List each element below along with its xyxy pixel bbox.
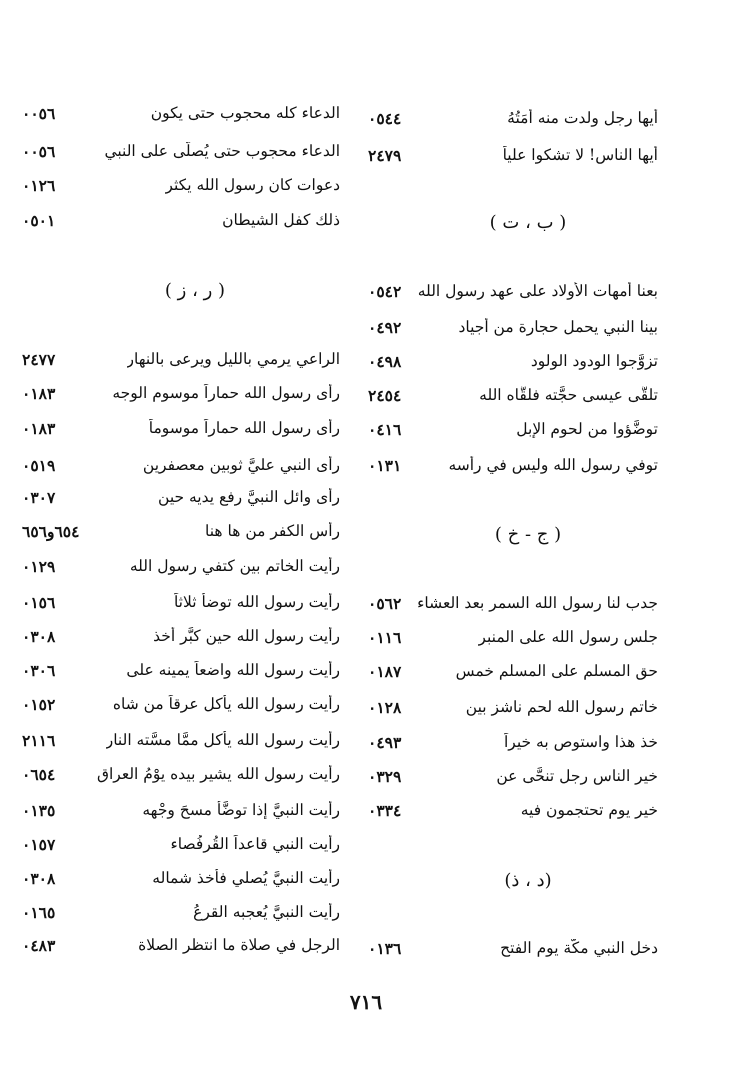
list-item: [22, 170, 340, 200]
entry-number: ٠٣٠٦: [22, 660, 56, 680]
entry-number: ٠٠٥٦: [22, 141, 56, 161]
list-item: [22, 829, 340, 859]
entry-number: ٠٠٥٦: [22, 103, 56, 123]
entry-number: ٠١٥٦: [22, 592, 56, 612]
entry-text: رأى وائل النبيَّ رفع يديه حين: [158, 488, 340, 506]
entry-text: رأيت رسول الله توضأ ثلاثاً: [173, 593, 340, 611]
entry-text: خذ هذا واستوص به خيراً: [504, 733, 658, 751]
entry-number: ٢٤٧٩: [368, 145, 402, 165]
entry-text: رأى رسول الله حماراً موسوماً: [148, 419, 340, 437]
entry-number: ٠١٥٢: [22, 694, 56, 714]
entry-number: ٠٥١٩: [22, 455, 56, 475]
entry-text: الرجل في صلاة ما انتظر الصلاة: [138, 936, 340, 954]
section-heading: ( ر ، ز ): [164, 280, 226, 301]
list-item: [22, 516, 340, 546]
entry-text: دخل النبي مكَّة يوم الفتح: [500, 939, 658, 957]
list-item: [368, 588, 658, 618]
list-item: [22, 98, 340, 128]
entry-text: خير يوم تحتجمون فيه: [520, 801, 658, 819]
entry-number: ٠٤٨٣: [22, 935, 56, 955]
entry-number: ٠١٥٧: [22, 834, 56, 854]
right-column: [368, 0, 658, 1000]
left-column: [22, 0, 340, 1000]
entry-number: ٠١٣١: [368, 455, 402, 475]
entry-number: ٠٣٢٩: [368, 766, 402, 786]
entry-text: ذلك كفل الشيطان: [222, 211, 340, 229]
list-item: [22, 863, 340, 893]
entry-text: رأيت رسول الله حين كبَّر أخذ: [153, 627, 340, 645]
entry-text: جلس رسول الله على المنبر: [478, 628, 658, 646]
entry-text: الدعاء كله محجوب حتى يكون: [150, 104, 340, 122]
entry-number: ٠٣٠٧: [22, 487, 56, 507]
entry-number: ٠٥٤٢: [368, 281, 402, 301]
list-item: [368, 656, 658, 686]
list-item: [368, 103, 658, 133]
entry-text: أيها الناس! لا تشكوا علياً: [502, 146, 658, 164]
entry-text: رأيت النبيَّ إذا توضَّأ مسحَ وجْهه: [142, 801, 340, 819]
entry-number: ٠١٣٥: [22, 800, 56, 820]
entry-number: ٠٤٩٨: [368, 351, 402, 371]
list-item: [368, 727, 658, 757]
entry-text: رأيت رسول الله واضعاً يمينه على: [126, 661, 340, 679]
entry-number: ٠٤٩٢: [368, 317, 402, 337]
entry-number: ٠٦٥٤: [22, 764, 56, 784]
entry-text: خاتم رسول الله لحم ناشز بين: [465, 698, 658, 716]
entry-number: ٠٣٠٨: [22, 868, 56, 888]
entry-text: رأيت النبي قاعداً القُرفُصاء: [170, 835, 340, 853]
list-item: [368, 312, 658, 342]
list-item: [368, 140, 658, 170]
entry-text: حق المسلم على المسلم خمس: [455, 662, 658, 680]
entry-text: بعنا أمهات الأولاد على عهد رسول الله: [417, 282, 658, 300]
list-item: [368, 795, 658, 825]
entry-text: رأيت النبيَّ يُعجبه القرعُ: [193, 903, 340, 921]
entry-text: توفي رسول الله وليس في رأسه: [448, 456, 658, 474]
list-item: [22, 482, 340, 512]
list-item: [22, 587, 340, 617]
page-number: ٧١٦: [349, 990, 383, 1014]
list-item: [22, 378, 340, 408]
entry-text: رأيت رسول الله يأكل ممَّا مسَّته النار: [105, 731, 340, 749]
entry-number: ٠٥٦٢: [368, 593, 402, 613]
entry-number: ٠١١٦: [368, 627, 402, 647]
entry-number: ٠١٨٧: [368, 661, 402, 681]
list-item: [22, 725, 340, 755]
entry-text: توضَّؤوا من لحوم الإبل: [516, 420, 658, 438]
entry-number: ٢٤٧٧: [22, 349, 56, 369]
entry-number: ٢٤٥٤: [368, 385, 402, 405]
list-item: [368, 761, 658, 791]
entry-number: ٠٣٣٤: [368, 800, 402, 820]
entry-number: ٠١٨٣: [22, 383, 56, 403]
list-item: [368, 692, 658, 722]
entry-number: ٠٥٠١: [22, 210, 56, 230]
entry-text: رأيت الخاتم بين كتفي رسول الله: [129, 557, 340, 575]
list-item: [22, 205, 340, 235]
list-item: [368, 276, 658, 306]
list-item: [368, 933, 658, 963]
entry-number: ٢١١٦: [22, 730, 56, 750]
list-item: [22, 795, 340, 825]
entry-number: ٦٥٤و٦٥٦: [22, 521, 80, 541]
entry-text: رأيت رسول الله يشير بيده يوْمُ العراق: [96, 765, 340, 783]
list-item: [22, 551, 340, 581]
list-item: [368, 450, 658, 480]
list-item: [22, 897, 340, 927]
entry-text: تلقَّى عيسى حجَّته فلقَّاه الله: [479, 386, 658, 404]
list-item: [368, 346, 658, 376]
list-item: [22, 689, 340, 719]
entry-number: ٠٤٩٣: [368, 732, 402, 752]
list-item: [368, 622, 658, 652]
entry-text: رأيت رسول الله يأكل عرقاً من شاه: [112, 695, 340, 713]
list-item: [22, 759, 340, 789]
entry-text: رأس الكفر من ها هنا: [205, 522, 340, 540]
list-item: [22, 621, 340, 651]
entry-text: بينا النبي يحمل حجارة من أجياد: [458, 318, 658, 336]
entry-number: ٠١٢٩: [22, 556, 56, 576]
entry-text: خير الناس رجل تنحَّى عن: [496, 767, 658, 785]
section-heading: ( ج - خ ): [494, 524, 562, 545]
section-heading: (د ، ذ): [504, 870, 552, 891]
list-item: [22, 344, 340, 374]
list-item: [22, 930, 340, 960]
entry-number: ٠٣٠٨: [22, 626, 56, 646]
entry-number: ٠٥٤٤: [368, 108, 402, 128]
list-item: [22, 655, 340, 685]
list-item: [368, 414, 658, 444]
entry-number: ٠١٦٥: [22, 902, 56, 922]
entry-number: ٠١٢٦: [22, 175, 56, 195]
list-item: [22, 450, 340, 480]
entry-number: ٠١٢٨: [368, 697, 402, 717]
section-heading: ( ب ، ت ): [489, 212, 567, 233]
entry-text: رأيت النبيَّ يُصلي فأخذ شماله: [152, 869, 340, 887]
list-item: [22, 136, 340, 166]
list-item: [368, 380, 658, 410]
entry-text: جدب لنا رسول الله السمر بعد العشاء: [417, 594, 658, 612]
list-item: [22, 413, 340, 443]
entry-text: تزوَّجوا الودود الولود: [530, 352, 658, 370]
entry-text: رأى النبي عليَّ ثوبين معصفرين: [142, 456, 340, 474]
entry-text: الدعاء محجوب حتى يُصلَّى على النبي: [104, 142, 340, 160]
entry-text: أيها رجل ولدت منه أَمَتُهُ: [507, 109, 658, 127]
entry-number: ٠١٨٣: [22, 418, 56, 438]
entry-number: ٠٤١٦: [368, 419, 402, 439]
entry-number: ٠١٣٦: [368, 938, 402, 958]
entry-text: دعوات كان رسول الله يكثر: [165, 176, 340, 194]
entry-text: الراعي يرمي بالليل ويرعى بالنهار: [126, 350, 340, 368]
entry-text: رأى رسول الله حماراً موسوم الوجه: [112, 384, 340, 402]
